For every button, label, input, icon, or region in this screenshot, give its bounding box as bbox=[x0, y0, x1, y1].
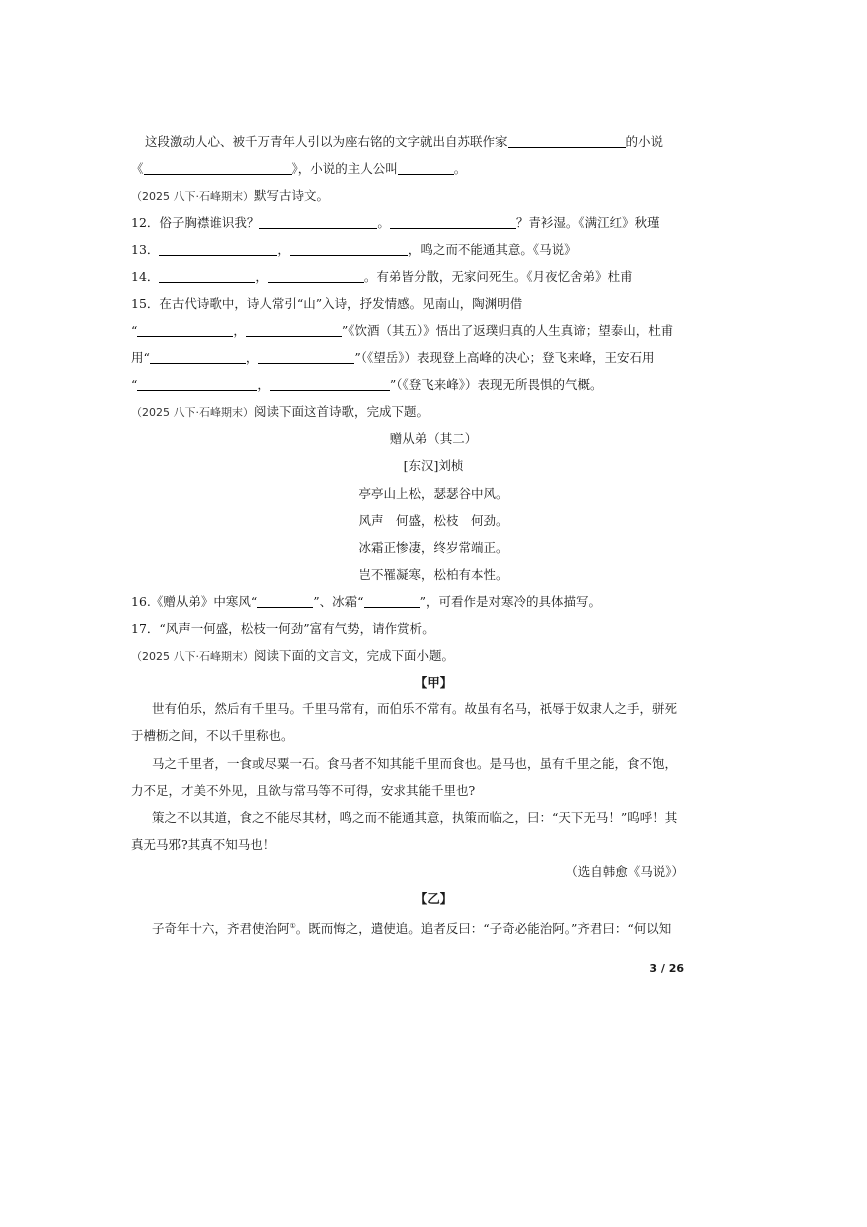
passage-line-1 bbox=[145, 134, 663, 150]
answer-blank[interactable] bbox=[270, 378, 390, 391]
poem-header bbox=[131, 404, 429, 421]
question-15-line-2: “ ， ”《饮酒（其五）》悟出了返璞归真的人生真谛；望泰山，杜甫 bbox=[131, 323, 674, 338]
question-source: （2025 八下·石峰期末） bbox=[131, 406, 254, 419]
question-source: （2025 八下·石峰期末） bbox=[131, 190, 254, 203]
jia-paragraph-1-line-2: 于槽枥之间，不以千里称也。 bbox=[131, 728, 294, 743]
poem-author: [东汉]刘桢 bbox=[403, 458, 464, 473]
question-12: 12．俗子胸襟谁识我？ 。 ？青衫湿。《满江红》秋瑾 bbox=[131, 215, 660, 230]
answer-blank[interactable] bbox=[246, 324, 342, 337]
jia-paragraph-3-line-1: 策之不以其道，食之不能尽其材，鸣之而不能通其意，执策而临之，曰：“天下无马！”呜呼！其 bbox=[152, 810, 678, 825]
footnote-marker[interactable]: ① bbox=[289, 922, 296, 930]
answer-blank[interactable] bbox=[364, 595, 420, 608]
question-instruction: 默写古诗文。 bbox=[254, 188, 330, 203]
passage-text: 的小说 bbox=[625, 134, 664, 149]
question-15-line-1: 15．在古代诗歌中，诗人常引“山”入诗，抒发情感。见南山，陶渊明借 bbox=[131, 296, 523, 311]
answer-blank[interactable] bbox=[159, 243, 277, 256]
passage-text: 这段激动人心、被千万青年人引以为座右铭的文字就出自苏联作家 bbox=[145, 134, 508, 149]
question-source: （2025 八下·石峰期末） bbox=[131, 650, 254, 663]
dictation-header bbox=[131, 188, 329, 205]
jia-paragraph-2-line-2: 力不足，才美不外见，且欲与常马等不可得，安求其能千里也? bbox=[131, 783, 476, 798]
poem-line: 风声 何盛，松枝 何劲。 bbox=[358, 513, 509, 528]
yi-paragraph-1-line-1: 子奇年十六，齐君使治阿①。既而悔之，遣使追。追者反曰：“子奇必能治阿。”齐君曰：“何以知 bbox=[152, 921, 672, 937]
text-yi-heading: 【乙】 bbox=[414, 891, 453, 906]
question-17: 17．“风声一何盛，松枝一何劲”富有气势，请作赏析。 bbox=[131, 621, 435, 636]
jia-paragraph-1-line-1: 世有伯乐，然后有千里马。千里马常有，而伯乐不常有。故虽有名马，祇辱于奴隶人之手，骈死 bbox=[152, 701, 678, 716]
answer-blank[interactable] bbox=[398, 162, 454, 175]
answer-blank[interactable] bbox=[159, 270, 255, 283]
answer-blank[interactable] bbox=[137, 378, 257, 391]
poem-title: 赠从弟（其二） bbox=[389, 431, 478, 446]
jia-paragraph-2-line-1: 马之千里者，一食或尽粟一石。食马者不知其能千里而食也。是马也，虽有千里之能，食不饱， bbox=[152, 756, 678, 771]
question-15-line-4: “ ， ”（《登飞来峰》）表现无所畏惧的气概。 bbox=[131, 377, 603, 392]
page-number: 3 / 26 bbox=[649, 962, 684, 975]
answer-blank[interactable] bbox=[390, 216, 516, 229]
question-14: 14． ， 。有弟皆分散，无家问死生。《月夜忆舍弟》杜甫 bbox=[131, 269, 633, 284]
classical-header bbox=[131, 648, 454, 665]
question-13: 13． ， ，鸣之而不能通其意。《马说》 bbox=[131, 242, 577, 257]
answer-blank[interactable] bbox=[257, 595, 313, 608]
answer-blank[interactable] bbox=[144, 162, 292, 175]
question-15-line-3: 用“ ， ”（《望岳》）表现登上高峰的决心；登飞来峰，王安石用 bbox=[131, 350, 655, 365]
question-instruction: 阅读下面这首诗歌，完成下题。 bbox=[254, 404, 430, 419]
answer-blank[interactable] bbox=[137, 324, 233, 337]
answer-blank[interactable] bbox=[268, 270, 364, 283]
answer-blank[interactable] bbox=[290, 243, 408, 256]
answer-blank[interactable] bbox=[508, 135, 626, 148]
answer-blank[interactable] bbox=[150, 351, 246, 364]
passage-text: 。 bbox=[453, 161, 467, 176]
poem-line: 亭亭山上松，瑟瑟谷中风。 bbox=[358, 486, 509, 501]
text-jia-heading: 【甲】 bbox=[414, 675, 453, 690]
question-instruction: 阅读下面的文言文，完成下面小题。 bbox=[254, 648, 455, 663]
passage-text: 》，小说的主人公叫 bbox=[291, 161, 398, 176]
poem-line: 岂不罹凝寒，松柏有本性。 bbox=[358, 567, 509, 582]
passage-text: 《 bbox=[131, 161, 144, 176]
jia-source: （选自韩愈《马说》） bbox=[565, 864, 684, 879]
answer-blank[interactable] bbox=[258, 351, 354, 364]
answer-blank[interactable] bbox=[259, 216, 377, 229]
passage-line-2 bbox=[131, 161, 466, 177]
jia-paragraph-3-line-2: 真无马邪?其真不知马也！ bbox=[131, 837, 276, 852]
poem-line: 冰霜正惨凄，终岁常端正。 bbox=[358, 540, 509, 555]
question-16: 16.《赠从弟》中寒风“ ”、冰霜“ ”，可看作是对寒冷的具体描写。 bbox=[131, 594, 601, 609]
